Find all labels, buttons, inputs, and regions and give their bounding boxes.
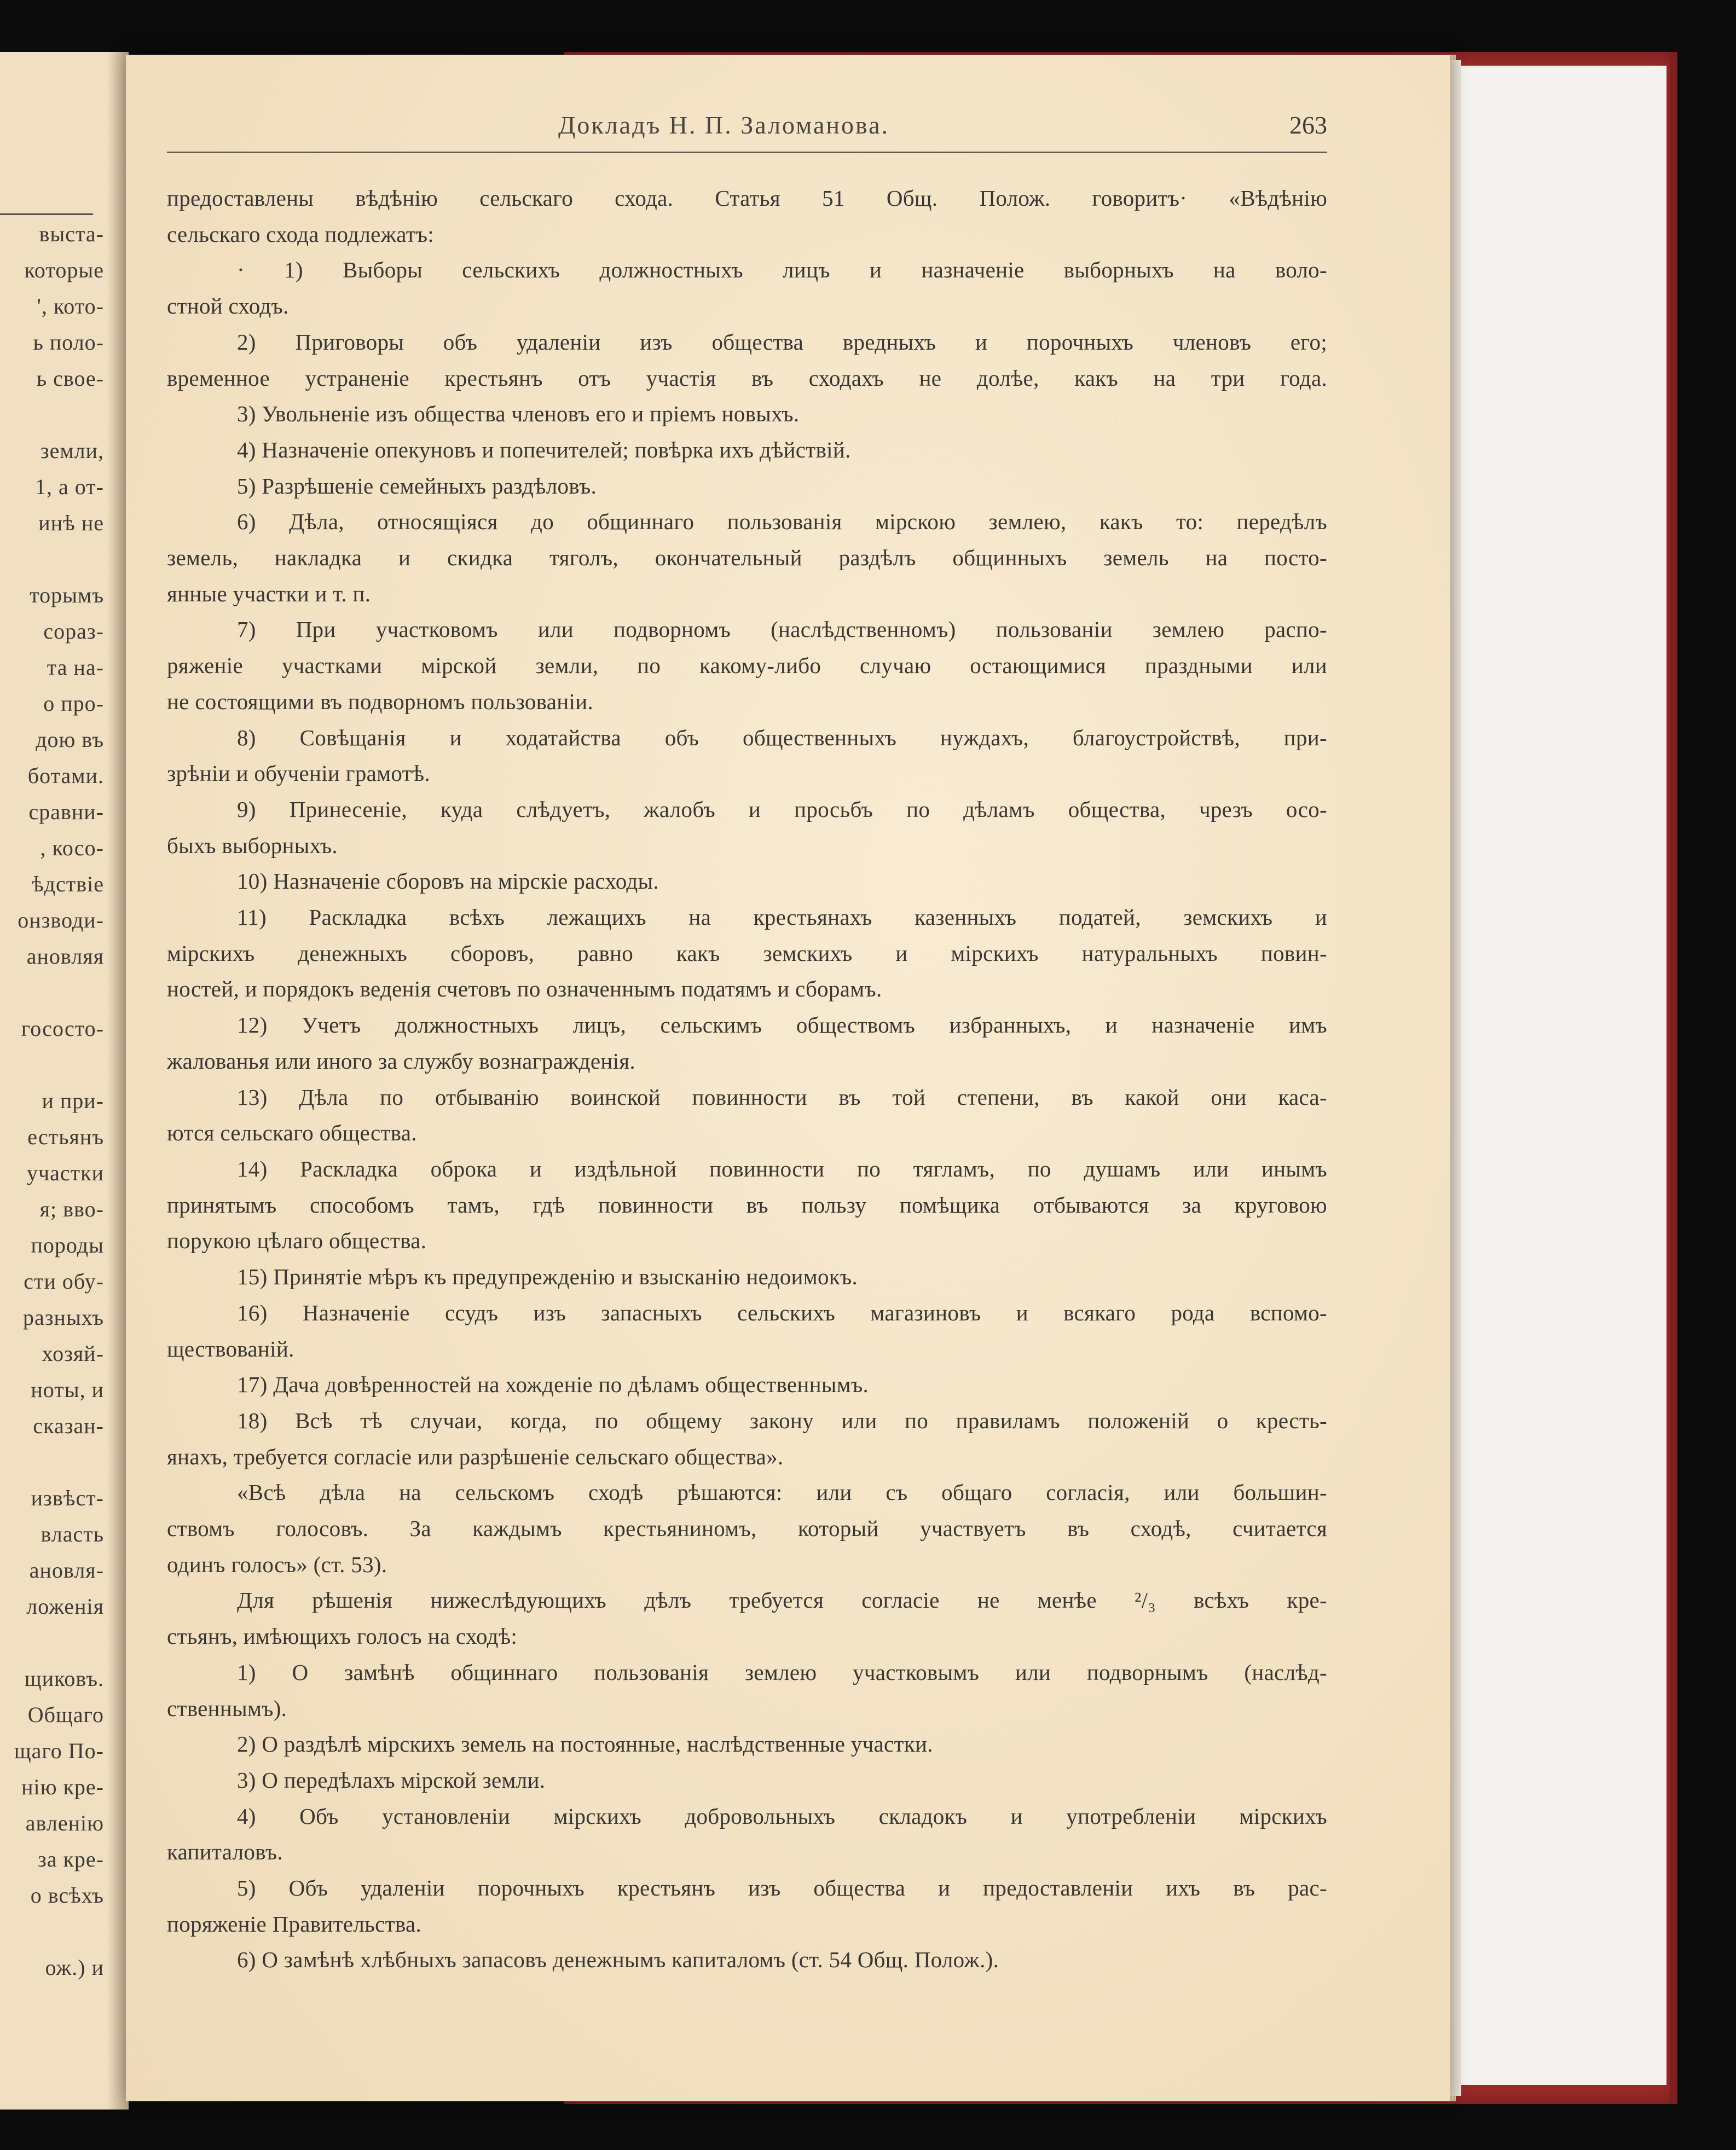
facing-page-line: авленію [25,1811,104,1835]
facing-page-line: дою въ [36,727,104,752]
text-line: · 1) Выборы сельскихъ должностныхъ лицъ и назначеніе выборныхъ на воло- [237,257,1327,283]
facing-page-line: онзводи- [18,908,104,932]
text-line: быхъ выборныхъ. [167,832,338,858]
text-line: жалованья или иного за службу вознагражденія. [167,1048,635,1074]
facing-page-line: ѣдствіе [31,872,104,896]
facing-page-line [0,397,104,433]
text-line: 3) Увольненіе изъ общества членовъ его и пріемъ новыхъ. [237,401,800,427]
text-line: 2) О раздѣлѣ мірскихъ земель на постоянные, наслѣдственные участки. [237,1731,933,1757]
facing-page-line: о всѣхъ [30,1883,104,1908]
running-title: Докладъ Н. П. Заломанова. [558,111,890,139]
facing-page [0,52,129,2110]
facing-page-line: извѣст- [31,1486,104,1510]
facing-page-line: щаго По- [14,1738,104,1763]
text-line: 11) Раскладка всѣхъ лежащихъ на крестьянахъ казенныхъ податей, земскихъ и [237,905,1327,930]
text-line: ственнымъ). [167,1695,287,1721]
text-line: капиталовъ. [167,1839,283,1865]
facing-page-line: 1, а от- [34,474,104,499]
text-line: 17) Дача довѣренностей на хожденіе по дѣламъ общественнымъ. [237,1372,869,1398]
facing-page-line [0,1914,104,1950]
text-line: 9) Принесеніе, куда слѣдуетъ, жалобъ и просьбъ по дѣламъ общества, чрезъ осо- [237,796,1327,822]
text-line: ются сельскаго общества. [167,1120,417,1146]
text-line: порукою цѣлаго общества. [167,1228,427,1254]
facing-page-line: нію кре- [21,1775,104,1799]
text-line: 6) Дѣла, относящіяся до общиннаго пользованія мірскою землею, какъ то: передѣлъ [237,509,1327,535]
text-line: 5) Разрѣшеніе семейныхъ раздѣловъ. [237,473,597,499]
text-line: поряженіе Правительства. [167,1911,422,1937]
text-line: 1) О замѣнѣ общиннаго пользованія землею участковымъ или подворнымъ (наслѣд- [237,1659,1327,1685]
text-line: янахъ, требуется согласіе или разрѣшеніе сельскаго общества». [167,1444,784,1469]
text-line: 18) Всѣ тѣ случаи, когда, по общему закону или по правиламъ положеній о кресть- [237,1407,1327,1433]
text-line: временное устраненіе крестьянъ отъ участія въ сходахъ не долѣе, какъ на три года. [167,365,1327,391]
text-line: мірскихъ денежныхъ сборовъ, равно какъ земскихъ и мірскихъ натуральныхъ повин- [167,940,1327,966]
facing-page-line: хозяй- [42,1341,104,1366]
facing-page-line: власть [40,1522,104,1546]
facing-page-line: ь поло- [33,330,104,355]
text-line: не состоящими въ подворномъ пользованіи. [167,688,594,714]
text-line: 8) Совѣщанія и ходатайства объ общественныхъ нуждахъ, благоустройствѣ, при- [237,725,1327,750]
text-line: ствомъ голосовъ. За каждымъ крестьяниномъ, который участвуетъ въ сходѣ, считается [167,1516,1327,1541]
text-line: 15) Принятіе мѣръ къ предупрежденію и взысканію недоимокъ. [237,1264,858,1290]
text-line: принятымъ способомъ тамъ, гдѣ повинности въ пользу помѣщика отбываются за круговою [167,1192,1327,1218]
text-line: ностей, и порядокъ веденія счетовъ по означеннымъ податямъ и сборамъ. [167,976,882,1002]
facing-page-line: сти обу- [24,1269,104,1294]
text-line: 4) Назначеніе опекуновъ и попечителей; повѣрка ихъ дѣйствій. [237,437,851,462]
facing-page-line: породы [31,1233,104,1257]
body-text [167,181,1327,1978]
facing-page-line: та на- [47,655,104,680]
text-line: янные участки и т. п. [167,581,371,606]
book-page [126,55,1450,2101]
text-line: Для рѣшенія нижеслѣдующихъ дѣлъ требуется согласіе не менѣе ²/₃ всѣхъ кре- [237,1587,1327,1613]
text-line: 5) Объ удаленіи порочныхъ крестьянъ изъ общества и предоставленіи ихъ въ рас- [237,1875,1327,1901]
text-line: 16) Назначеніе ссудъ изъ запасныхъ сельскихъ магазиновъ и всякаго рода вспомо- [237,1300,1327,1325]
text-line: 10) Назначеніе сборовъ на мірскіе расходы. [237,868,659,894]
facing-page-line: щиковъ. [24,1666,104,1691]
text-line: зрѣніи и обученіи грамотѣ. [167,761,430,786]
text-line: стьянъ, имѣющихъ голосъ на сходѣ: [167,1624,518,1649]
text-line: 2) Приговоры объ удаленіи изъ общества вредныхъ и порочныхъ членовъ его; [237,329,1327,355]
text-line: земель, накладка и скидка тяголъ, окончательный раздѣлъ общинныхъ земель на посто- [167,545,1327,571]
text-line: «Всѣ дѣла на сельскомъ сходѣ рѣшаются: или съ общаго согласія, или большин- [237,1480,1327,1505]
facing-page-line: ноты, и [31,1377,104,1402]
facing-page-line: гососто- [21,1016,104,1041]
text-line: ряженіе участками мірской земли, по какому-либо случаю остающимися праздными или [167,653,1327,679]
running-head [167,104,1327,153]
facing-page-line: земли, [40,438,104,463]
facing-page-line: торымъ [30,583,104,607]
facing-page-line [0,1444,104,1480]
facing-page-line: сказан- [33,1413,104,1438]
facing-page-line: участки [27,1161,104,1185]
facing-page-line: естьянъ [27,1125,104,1149]
facing-page-line: ботами. [27,763,104,788]
page-number: 263 [1289,111,1327,139]
facing-page-line [0,1625,104,1661]
facing-page-line: ановляя [26,944,104,969]
facing-page-line [0,975,104,1011]
text-line: одинъ голосъ» (ст. 53). [167,1551,387,1577]
facing-page-line: ож.) и [45,1955,104,1980]
text-line: ществованій. [167,1336,294,1361]
facing-page-line: ложенія [26,1594,104,1619]
text-line: 14) Раскладка оброка и издѣльной повинности по тягламъ, по душамъ или инымъ [237,1156,1327,1181]
text-line: предоставлены вѣдѣнію сельскаго схода. Статья 51 Общ. Полож. говоритъ· «Вѣдѣнію [167,186,1327,211]
text-line: сельскаго схода подлежатъ: [167,221,435,247]
text-line: 3) О передѣлахъ мірской земли. [237,1767,546,1793]
header-rule [167,152,1327,153]
facing-page-line: за кре- [37,1847,104,1871]
facing-page-line: выста- [39,222,104,246]
text-line: 4) Объ установленіи мірскихъ добровольныхъ складокъ и употребленіи мірскихъ [237,1803,1327,1829]
facing-page-line [0,541,104,577]
endpaper [1453,66,1666,2085]
facing-page-line [0,1047,104,1083]
text-line: 6) О замѣнѣ хлѣбныхъ запасовъ денежнымъ капиталомъ (ст. 54 Общ. Полож.). [237,1947,999,1973]
facing-page-text [0,216,104,1986]
facing-page-line: , косо- [40,836,104,860]
text-line: стной сходъ. [167,293,289,319]
facing-page-line: инѣ не [38,511,104,535]
facing-page-line: и при- [42,1088,104,1113]
facing-page-line: которые [24,258,104,282]
facing-page-line: ь свое- [36,366,104,391]
facing-page-line: ановля- [29,1558,104,1583]
facing-page-line: о про- [43,691,104,716]
text-line: 12) Учетъ должностныхъ лицъ, сельскимъ обществомъ избранныхъ, и назначеніе имъ [237,1012,1327,1038]
facing-page-line: ', кото- [37,294,104,318]
facing-page-rule [0,213,93,215]
facing-page-line: сравни- [28,799,104,824]
facing-page-line: я; вво- [39,1197,104,1221]
text-line: 7) При участковомъ или подворномъ (наслѣдственномъ) пользованіи землею распо- [237,617,1327,642]
facing-page-line: разныхъ [23,1305,104,1330]
facing-page-line: Общаго [27,1702,104,1727]
facing-page-line: сораз- [43,619,104,644]
text-line: 13) Дѣла по отбыванію воинской повинности въ той степени, въ какой они каса- [237,1084,1327,1110]
